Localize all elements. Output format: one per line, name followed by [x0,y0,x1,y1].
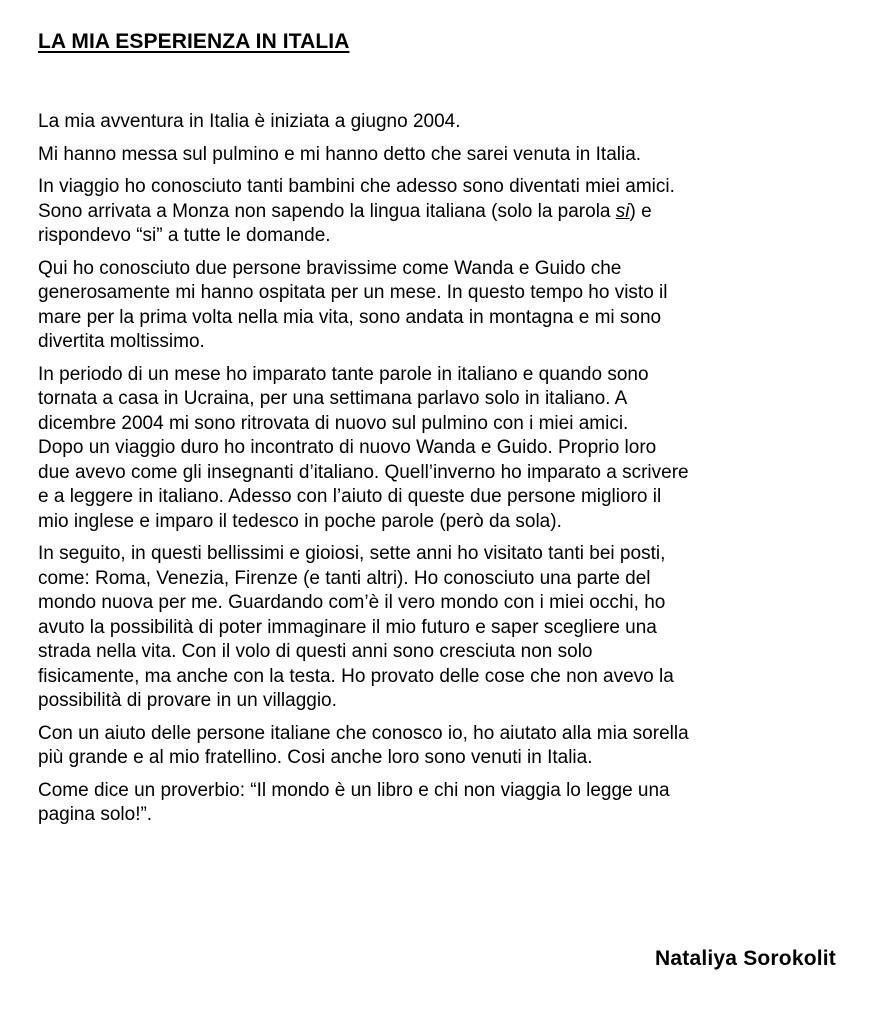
paragraph-3 [38,175,844,249]
text-line: mio inglese e imparo il tedesco in poche parole (però da sola). [38,510,562,532]
text-line: come: Roma, Venezia, Firenze (e tanti altri). Ho conosciuto una parte del [38,567,651,589]
text-line: Qui ho conosciuto due persone bravissime come Wanda e Guido che [38,257,622,279]
text-line: avuto la possibilità di poter immaginare il mio futuro e saper scegliere una [38,616,657,638]
text-line: mondo nuova per me. Guardando com’è il vero mondo con i miei occhi, ho [38,592,666,613]
text-line: In seguito, in questi bellissimi e gioiosi, sette anni ho visitato tanti bei posti, [38,543,666,564]
text-fragment: ) e [629,200,652,222]
paragraph-6 [38,542,844,714]
paragraph-8 [38,779,844,828]
text-line: tornata a casa in Ucraina, per una settimana parlavo solo in italiano. A [38,388,628,409]
text-line: mare per la prima volta nella mia vita, sono andata in montagna e mi sono [38,306,662,328]
document-title: LA MIA ESPERIENZA IN ITALIA [38,30,350,53]
author-signature: Nataliya Sorokolit [655,947,836,970]
text-line: pagina solo!”. [38,804,153,825]
text-line: dicembre 2004 mi sono ritrovata di nuovo sul pulmino con i miei amici. [38,412,629,434]
emphasized-word-si: si [615,200,630,222]
paragraph-7 [38,722,844,771]
text-line: possibilità di provare in un villaggio. [38,690,337,711]
text-line-with-emphasis [38,200,844,225]
text-line: più grande e al mio fratellino. Cosi anche loro sono venuti in Italia. [38,747,593,768]
text-line: Mi hanno messa sul pulmino e mi hanno detto che sarei venuta in Italia. [38,143,642,165]
text-line: due avevo come gli insegnanti d’italiano. Quell’inverno ho imparato a scrivere [38,461,689,483]
text-line: e a leggere in italiano. Adesso con l’aiuto di queste due persone miglioro il [38,486,662,507]
document-page [38,28,844,836]
paragraph-5 [38,363,844,535]
paragraph-2 [38,143,844,168]
text-line: fisicamente, ma anche con la testa. Ho provato delle cose che non avevo la [38,665,674,687]
text-line: divertita moltissimo. [38,331,205,352]
text-line: generosamente mi hanno ospitata per un mese. In questo tempo ho visto il [38,282,668,303]
paragraph-4 [38,257,844,355]
document-body [38,110,844,828]
text-line: La mia avventura in Italia è iniziata a giugno 2004. [38,111,461,132]
text-line: In viaggio ho conosciuto tanti bambini che adesso sono diventati miei amici. [38,176,675,197]
text-line: Come dice un proverbio: “Il mondo è un libro e chi non viaggia lo legge una [38,779,670,801]
text-line: In periodo di un mese ho imparato tante parole in italiano e quando sono [38,363,649,385]
paragraph-1 [38,110,844,135]
text-line: strada nella vita. Con il volo di questi anni sono cresciuta non solo [38,641,593,662]
text-line: Con un aiuto delle persone italiane che conosco io, ho aiutato alla mia sorella [38,722,689,744]
text-line: rispondevo “si” a tutte le domande. [38,225,331,246]
text-fragment: Sono arrivata a Monza non sapendo la lingua italiana (solo la parola [38,200,616,222]
text-line: Dopo un viaggio duro ho incontrato di nuovo Wanda e Guido. Proprio loro [38,437,657,458]
